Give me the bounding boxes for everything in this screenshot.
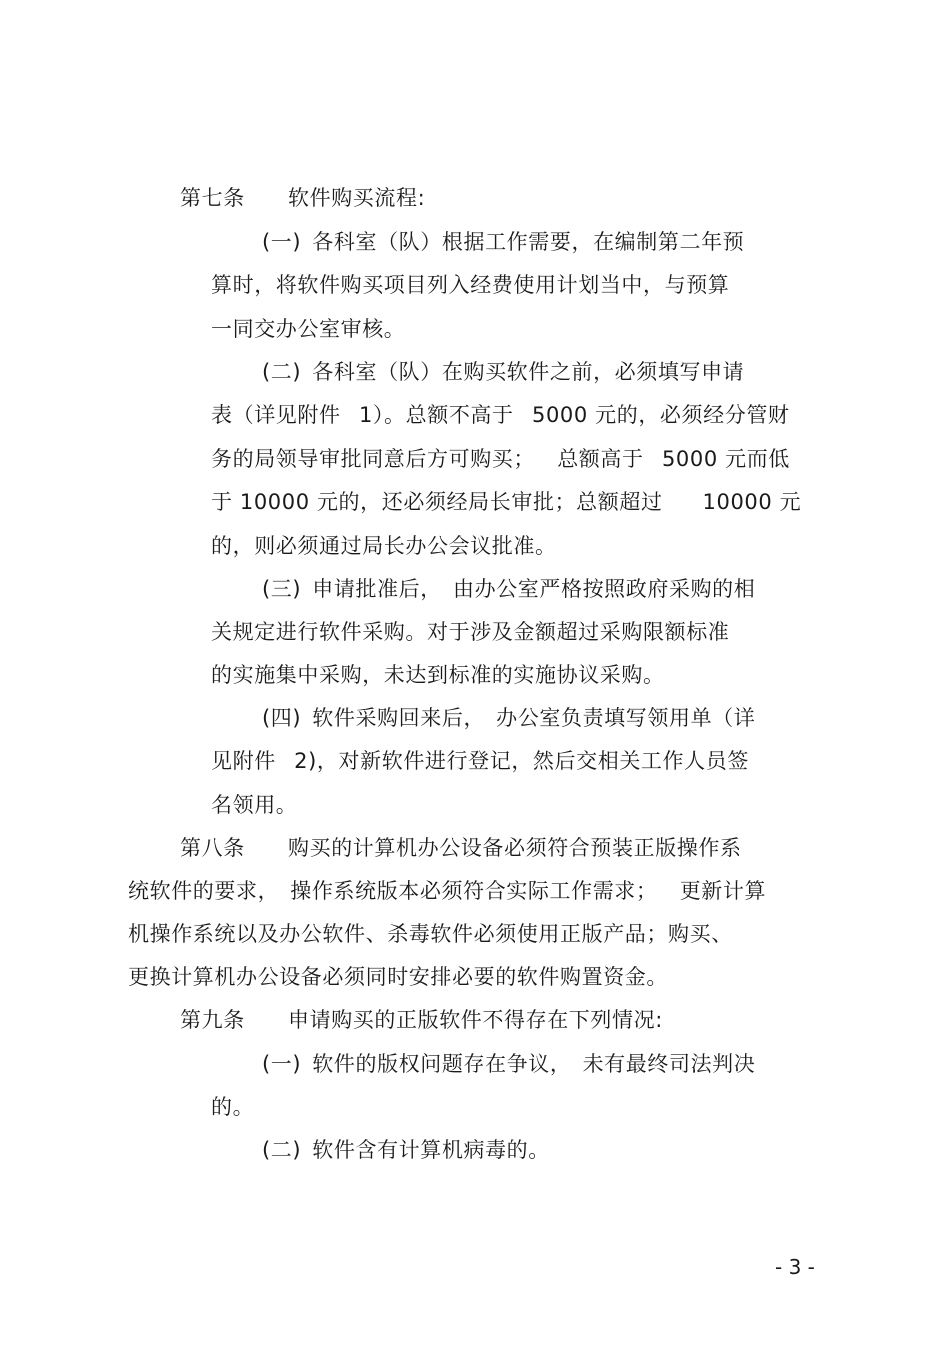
article-7-item-2-cont: 于 10000 元的，还必须经局长审批；总额超过 10000 元 (211, 490, 802, 514)
article-9-item-1: (一) 软件的版权问题存在争议， 未有最终司法判决 (262, 1052, 756, 1076)
page-number: - 3 - (775, 1255, 815, 1279)
article-7-item-1-cont: 一同交办公室审核。 (211, 317, 406, 341)
article-7-item-2-cont: 务的局领导审批同意后方可购买； 总额高于 5000 元而低 (211, 447, 790, 471)
article-8-cont: 机操作系统以及办公软件、杀毒软件必须使用正版产品；购买、 (128, 922, 733, 946)
article-8-cont: 更换计算机办公设备必须同时安排必要的软件购置资金。 (128, 965, 668, 989)
article-8-cont: 统软件的要求， 操作系统版本必须符合实际工作需求； 更新计算 (128, 879, 767, 903)
article-7-item-3-cont: 的实施集中采购，未达到标准的实施协议采购。 (211, 663, 665, 687)
article-9-item-2: (二) 软件含有计算机病毒的。 (262, 1138, 550, 1162)
article-7-item-2: (二) 各科室（队）在购买软件之前，必须填写申请 (262, 360, 745, 384)
article-7-item-1: (一) 各科室（队）根据工作需要，在编制第二年预 (262, 230, 745, 254)
article-7-item-3-cont: 关规定进行软件采购。对于涉及金额超过采购限额标准 (211, 620, 730, 644)
article-7-heading: 第七条 软件购买流程: (180, 186, 426, 210)
article-7-item-1-cont: 算时，将软件购买项目列入经费使用计划当中，与预算 (211, 273, 730, 297)
article-7-item-2-cont: 表（详见附件 1）。总额不高于 5000 元的，必须经分管财 (211, 403, 790, 427)
article-7-item-2-cont: 的，则必须通过局长办公会议批准。 (211, 534, 557, 558)
article-9-heading: 第九条 申请购买的正版软件不得存在下列情况: (180, 1008, 663, 1032)
article-9-item-1-cont: 的。 (211, 1095, 255, 1119)
article-8-heading: 第八条 购买的计算机办公设备必须符合预装正版操作系 (180, 836, 742, 860)
article-7-item-4-cont: 见附件 2)，对新软件进行登记，然后交相关工作人员签 (211, 749, 749, 773)
article-7-item-3: (三) 申请批准后， 由办公室严格按照政府采购的相 (262, 577, 756, 601)
article-7-item-4-cont: 名领用。 (211, 793, 298, 817)
article-7-item-4: (四) 软件采购回来后， 办公室负责填写领用单（详 (262, 706, 756, 730)
